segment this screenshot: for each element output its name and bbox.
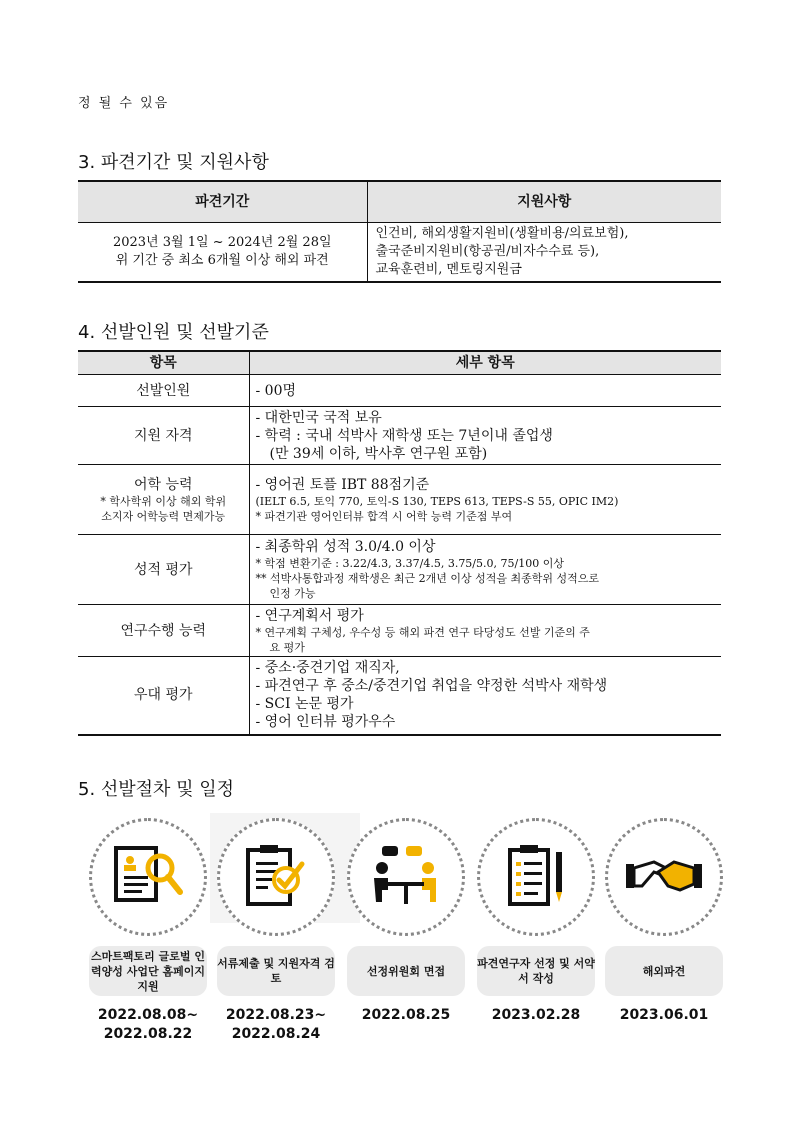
step-circle — [217, 818, 335, 936]
section3-title: 3. 파견기간 및 지원사항 — [78, 152, 269, 173]
table-row: 우대 평가 - 중소·중견기업 재직자, - 파견연구 후 중소/중견기업 취업을 약정한 석박사 재학생 - SCI 논문 평가 - 영어 인터뷰 평가우수 — [78, 657, 721, 735]
step-date: 2023.06.01 — [619, 1007, 709, 1023]
support-cell: 인건비, 해외생활지원비(생활비용/의료보험), 출국준비지원비(항공권/비자수수료 등), 교육훈련비, 멘토링지원금 — [375, 226, 629, 277]
interview-icon — [366, 842, 446, 912]
table-row: 어학 능력 * 학사학위 이상 해외 학위소지자 어학능력 면제가능 - 영어권 토플 IBT 88점기준 (IELT 6.5, 토익 770, 토익-S 130, TEPS 613, TEPS-S 55, OPIC IM2) * 파견기관 영어인터뷰 합격 시 어학 능력 기준점 부여 — [78, 465, 721, 535]
step-date: 2022.08.23~ 2022.08.24 — [225, 1007, 327, 1042]
handshake-icon — [624, 842, 704, 912]
header-item: 항목 — [78, 351, 249, 375]
table-row: 연구수행 능력 - 연구계획서 평가 * 연구계획 구체성, 우수성 등 해외 파견 연구 타당성도 선발 기준의 주 요 평가 — [78, 605, 721, 657]
step-circle — [347, 818, 465, 936]
header-period: 파견기간 — [78, 181, 367, 223]
procedure-steps — [88, 818, 728, 1042]
step-label: 스마트팩토리 글로벌 인력양성 사업단 홈페이지 지원 — [89, 946, 207, 996]
step-circle — [89, 818, 207, 936]
step-date: 2022.08.25 — [361, 1007, 451, 1023]
continued-text: 정 될 수 있음 — [78, 96, 170, 111]
pledge-icon — [496, 842, 576, 912]
step-date: 2022.08.08~ 2022.08.22 — [97, 1007, 199, 1042]
step-circle — [477, 818, 595, 936]
checklist-icon — [236, 842, 316, 912]
step-1 — [88, 818, 208, 1044]
step-4 — [476, 818, 596, 1025]
step-2 — [216, 818, 336, 1044]
selection-criteria-table — [78, 350, 721, 736]
period-cell: 2023년 3월 1일 ~ 2024년 2월 28일 위 기간 중 최소 6개월 이상 해외 파견 — [78, 223, 367, 283]
table-row: 지원 자격 - 대한민국 국적 보유 - 학력 : 국내 석박사 재학생 또는 7년이내 졸업생 (만 39세 이하, 박사후 연구원 포함) — [78, 407, 721, 465]
step-5 — [604, 818, 724, 1025]
step-label: 선정위원회 면접 — [347, 946, 465, 996]
table-row: 선발인원 - 00명 — [78, 375, 721, 407]
step-label: 서류제출 및 지원자격 검토 — [217, 946, 335, 996]
step-label: 파견연구자 선정 및 서약서 작성 — [477, 946, 595, 996]
section5-title: 5. 선발절차 및 일정 — [78, 779, 235, 800]
header-support: 지원사항 — [367, 181, 721, 223]
step-circle — [605, 818, 723, 936]
dispatch-period-table — [78, 180, 721, 283]
document-search-icon — [108, 842, 188, 912]
step-date: 2023.02.28 — [491, 1007, 581, 1023]
step-label: 해외파견 — [605, 946, 723, 996]
header-detail: 세부 항목 — [249, 351, 721, 375]
table-row: 성적 평가 - 최종학위 성적 3.0/4.0 이상 * 학점 변환기준 : 3.22/4.3, 3.37/4.5, 3.75/5.0, 75/100 이상 ** 석박사통합과정 재학생은 최근 2개년 이상 성적을 최종학위 성적으로 인정 가능 — [78, 535, 721, 605]
step-3 — [346, 818, 466, 1025]
section4-title: 4. 선발인원 및 선발기준 — [78, 322, 269, 343]
